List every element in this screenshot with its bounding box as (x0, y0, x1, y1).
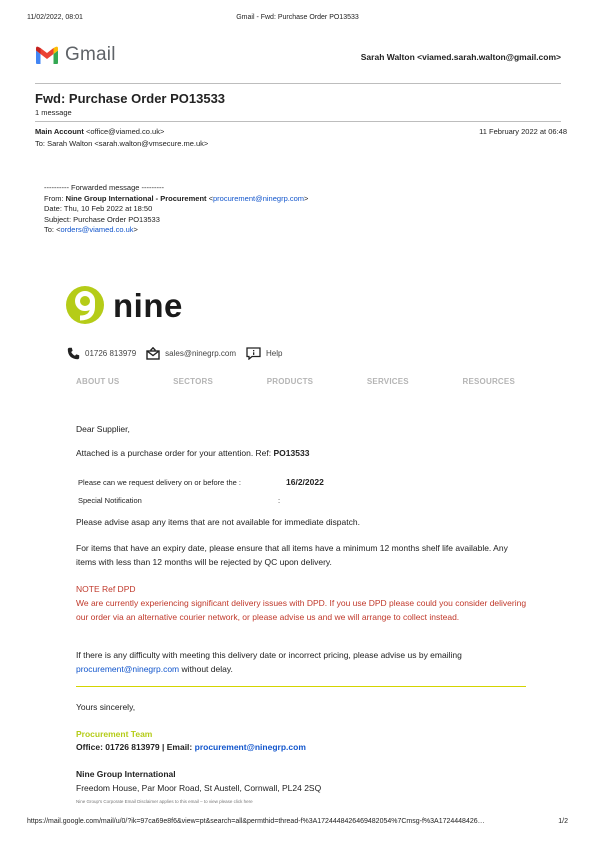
print-datetime: 11/02/2022, 08:01 (27, 14, 83, 21)
nav-about-us[interactable]: ABOUT US (76, 377, 120, 386)
dpd-note-title: NOTE Ref DPD (76, 584, 136, 594)
message-date: 11 February 2022 at 06:48 (479, 127, 567, 136)
special-colon: : (278, 495, 281, 505)
forwarded-separator: ---------- Forwarded message --------- (44, 183, 164, 192)
message-from (35, 127, 164, 136)
sender-name: Main Account (35, 127, 84, 136)
attached-line: Attached is a purchase order for your attention. Ref: PO13533 (76, 448, 310, 458)
forwarded-from-name: Nine Group International - Procurement (65, 193, 207, 203)
email-contact[interactable] (146, 347, 236, 360)
forwarded-subject: Subject: Purchase Order PO13533 (44, 214, 160, 224)
expiry-paragraph: For items that have an expiry date, please ensure that all items have a minimum 12 months shelf life available. Any items with less than 12 months will be rejected by QC upon delivery. (76, 543, 508, 567)
subject-divider (35, 121, 561, 122)
signature-address: Freedom House, Par Moor Road, St Austell, Cornwall, PL24 2SQ (76, 783, 322, 793)
contact-row (67, 347, 292, 360)
print-url: https://mail.google.com/mail/u/0/?ik=97ca69e8f6&view=pt&search=all&permthid=thread-f%3A1724448426469482054%7Cmsg-f%3A17244484​26… (27, 818, 485, 825)
nav-sectors[interactable]: SECTORS (173, 377, 214, 386)
message-to: To: Sarah Walton <sarah.walton@vmsecure.me.uk> (35, 139, 209, 148)
phone-number: 01726 813979 (85, 349, 137, 358)
nine-logo[interactable] (66, 286, 183, 324)
dpd-note-body: We are currently experiencing significant delivery issues with DPD. If you use DPD please could you consider delivering our order via an alternative courier network, or please advise us and we will arrange to collect instead. (76, 598, 527, 622)
greeting: Dear Supplier, (76, 424, 130, 434)
help-link[interactable] (246, 347, 282, 360)
signature-team: Procurement Team (76, 729, 153, 739)
advise-paragraph: Please advise asap any items that are not available for immediate dispatch. (76, 517, 360, 527)
nav-services[interactable]: SERVICES (366, 377, 409, 386)
difficulty-paragraph: If there is any difficulty with meeting this delivery date or incorrect pricing, please advise us by emailing procurement@ninegrp.com without delay. (76, 650, 462, 674)
forwarded-from: From: Nine Group International - Procurement <procurement@ninegrp.com> (44, 193, 309, 203)
nav-products[interactable]: PRODUCTS (266, 377, 314, 386)
print-title: Gmail - Fwd: Purchase Order PO13533 (236, 14, 359, 21)
signature-email-link[interactable]: procurement@ninegrp.com (194, 742, 306, 752)
nine-logo-text: nine (113, 286, 183, 324)
signature-office: Office: 01726 813979 | Email: procurement@ninegrp.com (76, 742, 306, 752)
signature-company: Nine Group International (76, 769, 176, 779)
delivery-row (78, 473, 324, 491)
po-reference: PO13533 (273, 448, 310, 458)
delivery-date: 16/2/2022 (286, 477, 324, 487)
phone-contact[interactable] (67, 347, 136, 360)
help-label: Help (266, 349, 283, 358)
special-label: Special Notification (78, 495, 142, 505)
forwarded-date: Date: Thu, 10 Feb 2022 at 18:50 (44, 204, 153, 213)
print-page-number: 1/2 (558, 818, 568, 825)
account-user: Sarah Walton <viamed.sarah.walton@gmail.com> (360, 52, 561, 62)
mail-icon (146, 347, 160, 360)
closing: Yours sincerely, (76, 702, 136, 712)
signature-divider (76, 686, 526, 687)
nav-resources[interactable]: RESOURCES (462, 377, 515, 386)
dpd-note (76, 582, 528, 624)
special-row (78, 491, 324, 509)
gmail-logo-text: Gmail (65, 44, 116, 65)
phone-icon (67, 347, 80, 360)
help-chat-icon (246, 347, 261, 360)
forwarded-from-email-link[interactable]: procurement@ninegrp.com (213, 193, 304, 203)
difficulty-email-link[interactable]: procurement@ninegrp.com (76, 664, 180, 674)
gmail-m-icon (35, 46, 59, 65)
thread-subject: Fwd: Purchase Order PO13533 (35, 91, 226, 106)
sales-email: sales@ninegrp.com (165, 349, 236, 358)
header-divider (35, 83, 561, 84)
forwarded-header (44, 183, 308, 236)
request-table (78, 473, 324, 509)
delivery-label: Please can we request delivery on or before the : (78, 477, 242, 487)
message-count: 1 message (35, 108, 72, 117)
gmail-logo[interactable] (35, 44, 116, 66)
sender-email: <office@viamed.co.uk> (83, 127, 165, 136)
nine-nav (76, 377, 515, 386)
email-disclaimer[interactable]: Nine Group's Corporate Email Disclaimer applies to this email – to view please click here (76, 799, 253, 804)
nine-9-icon (66, 286, 104, 324)
forwarded-to: To: <orders@viamed.co.uk> (44, 225, 138, 234)
forwarded-to-email-link[interactable]: orders@viamed.co.uk (60, 225, 134, 234)
print-footer (27, 818, 568, 825)
